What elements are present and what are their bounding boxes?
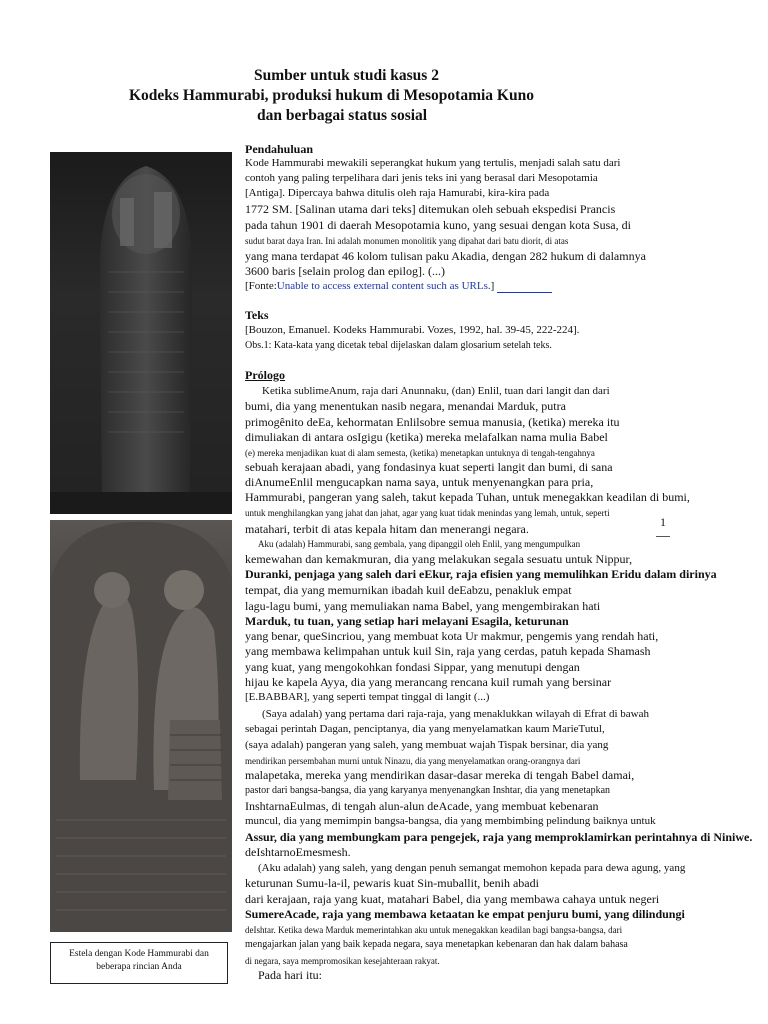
prologo-line: hijau ke kapela Ayya, dia yang merancang rencana kuil rumah yang bersinar xyxy=(245,675,612,689)
teks-heading: Teks xyxy=(245,308,269,322)
prologo-line: Ketika sublimeAnum, raja dari Anunnaku, (dan) Enlil, tuan dari langit dan dari xyxy=(262,385,610,397)
intro-line: yang mana terdapat 46 kolom tulisan paku Akadia, dengan 282 hukum di dalamnya xyxy=(245,249,646,263)
prologo-line: primogênito deEa, kehormatan Enlilsobre semua manusia, (ketika) mereka itu xyxy=(245,415,620,429)
intro-line: pada tahun 1901 di daerah Mesopotamia kuno, yang sesuai dengan kota Susa, di xyxy=(245,218,631,232)
title-line-1: Sumber untuk studi kasus 2 xyxy=(254,67,439,84)
figure-caption: Estela dengan Kode Hammurabi dan beberapa rincian Anda xyxy=(50,942,228,984)
prologo-line: Pada hari itu: xyxy=(258,968,322,982)
prologo-line: dari kerajaan, raja yang kuat, matahari Babel, dia yang membawa cahaya untuk negeri xyxy=(245,892,660,906)
link-underline xyxy=(497,292,552,293)
prologo-line: malapetaka, mereka yang mendirikan dasar-dasar mereka di tengah Babel damai, xyxy=(245,768,635,782)
title-line-3: dan berbagai status sosial xyxy=(257,107,428,124)
source-link[interactable]: Unable to access external content such as URLs. xyxy=(276,280,491,292)
prologo-line-bold: Marduk, tu tuan, yang setiap hari melayani Esagila, keturunan xyxy=(245,614,569,628)
intro-line: sudut barat daya Iran. Ini adalah monumen monolitik yang dipahat dari batu diorit, di atas xyxy=(245,236,569,246)
prologo-line: mendirikan persembahan murni untuk Ninazu, dia yang menyelamatkan orang-orangnya dari xyxy=(245,756,581,766)
prologo-line: Hammurabi, pangeran yang saleh, takut kepada Tuhan, untuk menegakkan keadilan di bumi, xyxy=(245,490,690,504)
prologo-line: diAnumeEnlil mengucapkan nama saya, untuk menyenangkan para pria, xyxy=(245,475,594,489)
prologo-line-bold: SumereAcade, raja yang membawa ketaatan ke empat penjuru bumi, yang dilindungi xyxy=(245,907,685,921)
prologo-line: sebagai perintah Dagan, penciptanya, dia yang menyelamatkan kaum MarieTutul, xyxy=(245,723,605,735)
prologo-heading: Prólogo xyxy=(245,368,285,382)
intro-line: contoh yang paling terpelihara dari jenis teks ini yang berasal dari Mesopotamia xyxy=(245,172,598,184)
prologo-line: matahari, terbit di atas kepala hitam dan menerangi negara. xyxy=(245,522,529,536)
prologo-line: [E.BABBAR], yang seperti tempat tinggal di langit (...) xyxy=(245,691,490,703)
prologo-line-bold: Duranki, penjaga yang saleh dari eEkur, raja efisien yang memulihkan Eridu dalam dirinya xyxy=(245,567,717,581)
stele-photo xyxy=(50,152,232,514)
prologo-line: kemewahan dan kemakmuran, dia yang melakukan segala sesuatu untuk Nippur, xyxy=(245,552,633,566)
page-number: 1 xyxy=(660,515,666,529)
prologo-line: (Aku adalah) yang saleh, yang dengan penuh semangat memohon kepada para dewa agung, yang xyxy=(258,862,686,874)
prologo-line: deIshtar. Ketika dewa Marduk memerintahkan aku untuk menegakkan keadilan bagi bangsa-bangsa, dari xyxy=(245,925,623,935)
prologo-line: yang membawa kelimpahan untuk kuil Sin, raja yang cerdas, patuh kepada Shamash xyxy=(245,644,651,658)
prologo-line: pastor dari bangsa-bangsa, dia yang karyanya menyenangkan Inshtar, dia yang menetapkan xyxy=(245,785,611,796)
intro-line: [Antiga]. Dipercaya bahwa ditulis oleh raja Hamurabi, kira-kira pada xyxy=(245,187,550,199)
prologo-line: di negara, saya mempromosikan kesejahteraan rakyat. xyxy=(245,956,440,966)
prologo-line: keturunan Sumu-la-il, pewaris kuat Sin-muballit, benih abadi xyxy=(245,876,539,890)
page-number-rule xyxy=(656,536,670,537)
prologo-line: yang kuat, yang mengokohkan fondasi Sippar, yang menutupi dengan xyxy=(245,660,580,674)
title-line-2: Kodeks Hammurabi, produksi hukum di Mesopotamia Kuno xyxy=(129,87,534,104)
prologo-line: dimuliakan di antara osIgigu (ketika) mereka melafalkan nama mulia Babel xyxy=(245,430,608,444)
intro-line: Kode Hammurabi mewakili seperangkat hukum yang tertulis, menjadi salah satu dari xyxy=(245,157,621,169)
prologo-line: lagu-lagu bumi, yang memuliakan nama Babel, yang mengembirakan hati xyxy=(245,599,601,613)
prologo-line: InshtarnaEulmas, di tengah alun-alun deAcade, yang membuat kebenaran xyxy=(245,799,599,813)
teks-citation: [Bouzon, Emanuel. Kodeks Hammurabi. Vozes, 1992, hal. 39-45, 222-224]. xyxy=(245,324,580,336)
source-suffix: ] xyxy=(490,280,495,292)
relief-illustration xyxy=(50,520,232,932)
prologo-line: (e) mereka menjadikan kuat di alam semesta, (ketika) menetapkan untuknya di tengah-tengahnya xyxy=(245,448,595,458)
prologo-line: untuk menghilangkan yang jahat dan jahat, agar yang kuat tidak menindas yang lemah, untuk, seperti xyxy=(245,508,610,518)
relief-detail-photo xyxy=(50,520,232,932)
prologo-line: deIshtarnoEmesmesh. xyxy=(245,845,351,859)
source-prefix: [Fonte: xyxy=(245,280,277,292)
prologo-line: yang benar, queSincriou, yang membuat kota Ur makmur, pengemis yang rendah hati, xyxy=(245,629,659,643)
teks-note: Obs.1: Kata-kata yang dicetak tebal dijelaskan dalam glosarium setelah teks. xyxy=(245,340,552,351)
prologo-line: tempat, dia yang memurnikan ibadah kuil deEabzu, penakluk empat xyxy=(245,583,572,597)
prologo-line: sebuah kerajaan abadi, yang fondasinya kuat seperti langit dan bumi, di sana xyxy=(245,460,613,474)
intro-heading: Pendahuluan xyxy=(245,142,314,156)
intro-source xyxy=(245,279,494,293)
prologo-line: mengajarkan jalan yang baik kepada negara, saya menetapkan kebenaran dan hak dalam bahasa xyxy=(245,939,628,950)
stele-illustration xyxy=(50,152,232,514)
prologo-line: bumi, dia yang menentukan nasib negara, menandai Marduk, putra xyxy=(245,399,566,413)
prologo-line-bold: Assur, dia yang membungkam para pengejek, raja yang memproklamirkan perintahnya di Niniwe. xyxy=(245,830,753,844)
prologo-line: (saya adalah) pangeran yang saleh, yang membuat wajah Tispak bersinar, dia yang xyxy=(245,739,609,751)
prologo-line: muncul, dia yang memimpin bangsa-bangsa, dia yang membimbing pelindung baiknya untuk xyxy=(245,815,656,827)
intro-line: 1772 SM. [Salinan utama dari teks] ditemukan oleh sebuah ekspedisi Prancis xyxy=(245,202,616,216)
intro-line: 3600 baris [selain prolog dan epilog]. (...) xyxy=(245,264,445,278)
prologo-line: (Saya adalah) yang pertama dari raja-raja, yang menaklukkan wilayah di Efrat di bawah xyxy=(262,708,649,720)
prologo-line: Aku (adalah) Hammurabi, sang gembala, yang dipanggil oleh Enlil, yang mengumpulkan xyxy=(258,539,581,549)
